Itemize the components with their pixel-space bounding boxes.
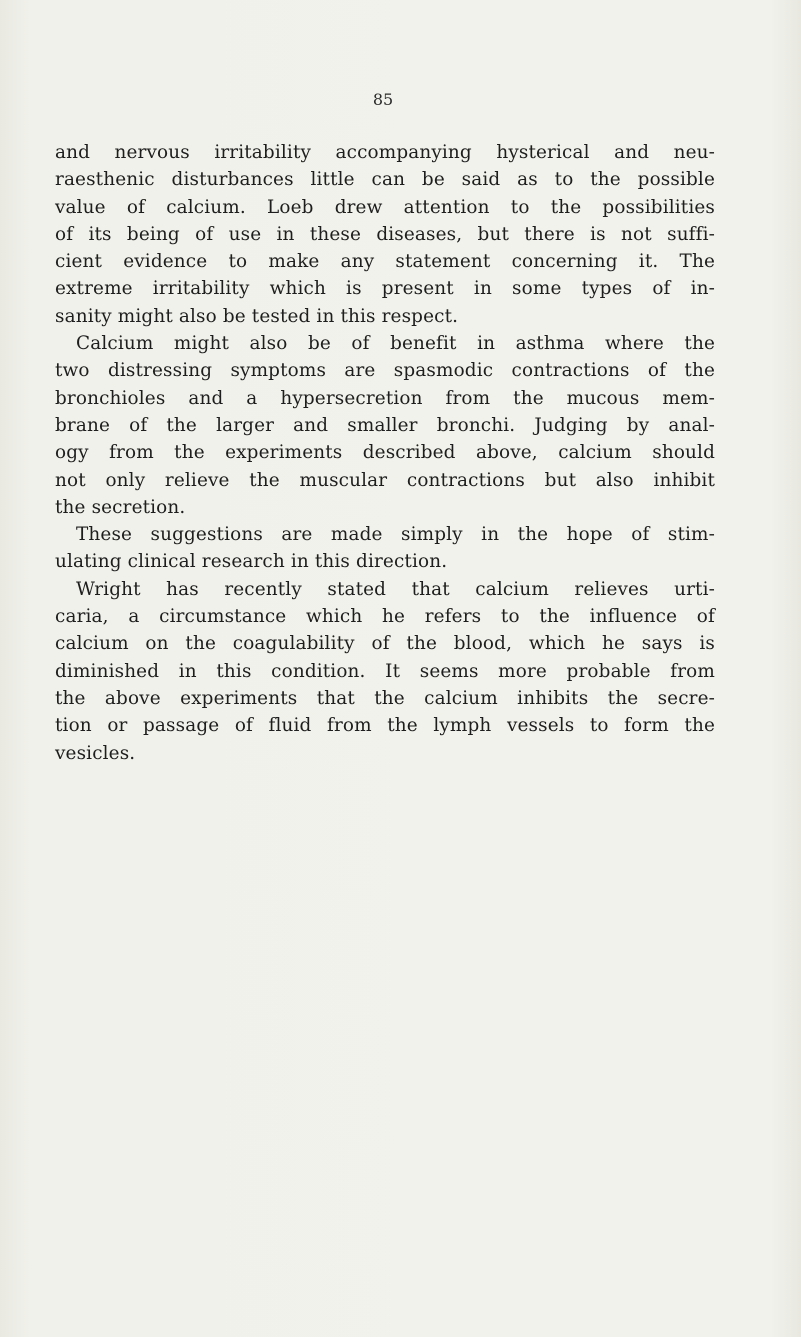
text-line: caria, a circumstance which he refers to the influence of bbox=[55, 606, 715, 628]
text-line: bronchioles and a hypersecretion from the mucous mem- bbox=[55, 387, 715, 409]
text-line: cient evidence to make any statement concerning it. The bbox=[55, 251, 715, 273]
text-line: extreme irritability which is present in some types of in- bbox=[55, 278, 715, 300]
text-line: the secretion. bbox=[55, 496, 186, 518]
text-line: value of calcium. Loeb drew attention to the possibilities bbox=[55, 196, 715, 218]
page-number: 85 bbox=[372, 90, 394, 109]
text-line: not only relieve the muscular contractions but also inhibit bbox=[55, 469, 715, 491]
text-line: and nervous irritability accompanying hysterical and neu- bbox=[55, 142, 715, 163]
text-line: calcium on the coagulability of the blood, which he says is bbox=[55, 633, 715, 655]
text-line: raesthenic disturbances little can be said as to the possible bbox=[55, 169, 715, 191]
body-text bbox=[55, 139, 715, 767]
text-line: ogy from the experiments described above, calcium should bbox=[55, 442, 715, 464]
text-line: brane of the larger and smaller bronchi. Judging by anal- bbox=[55, 414, 715, 436]
paragraph-start-line: Wright has recently stated that calcium relieves urti- bbox=[76, 578, 715, 600]
text-line: sanity might also be tested in this respect. bbox=[55, 305, 459, 327]
text-line: two distressing symptoms are spasmodic contractions of the bbox=[55, 360, 715, 382]
text-line: of its being of use in these diseases, but there is not suffi- bbox=[55, 223, 715, 245]
text-line: the above experiments that the calcium inhibits the secre- bbox=[55, 687, 715, 709]
paragraph-start-line: These suggestions are made simply in the hope of stim- bbox=[76, 524, 715, 546]
paragraph-start-line: Calcium might also be of benefit in asthma where the bbox=[76, 333, 715, 355]
text-line: tion or passage of fluid from the lymph vessels to form the bbox=[55, 715, 715, 737]
text-line: vesicles. bbox=[55, 742, 136, 764]
text-line: ulating clinical research in this direction. bbox=[55, 551, 448, 573]
text-line: diminished in this condition. It seems more probable from bbox=[55, 660, 715, 682]
